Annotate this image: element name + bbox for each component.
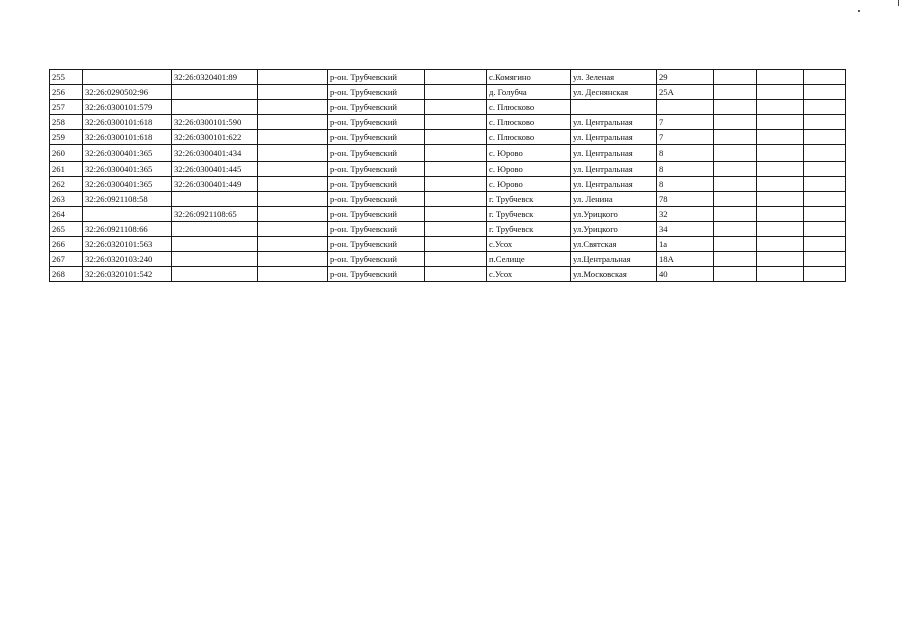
- cell-district: р-он. Трубчевский: [328, 192, 425, 207]
- table-row: [50, 207, 846, 222]
- cell-blank-col-10: [714, 85, 757, 100]
- cell-blank-col-10: [714, 162, 757, 177]
- cell-blank-col-10: [714, 207, 757, 222]
- cell-district: р-он. Трубчевский: [328, 100, 425, 115]
- cell-blank-col-12: [804, 115, 846, 130]
- cell-parent-cadastral-number: 32:26:0300101:622: [172, 130, 258, 145]
- table-row: [50, 70, 846, 85]
- cell-blank-col-10: [714, 70, 757, 85]
- cell-street: ул.Московская: [571, 267, 657, 282]
- cell-blank-col-12: [804, 85, 846, 100]
- cell-house-number: 32: [657, 207, 714, 222]
- cell-parent-cadastral-number: 32:26:0300401:445: [172, 162, 258, 177]
- cell-blank-col-6: [425, 222, 487, 237]
- cell-locality: г. Трубчевск: [487, 192, 571, 207]
- cell-blank-col-4: [258, 70, 328, 85]
- cell-district: р-он. Трубчевский: [328, 207, 425, 222]
- cell-blank-col-6: [425, 70, 487, 85]
- cell-row-number: 262: [50, 177, 83, 192]
- cell-district: р-он. Трубчевский: [328, 85, 425, 100]
- cell-house-number: 29: [657, 70, 714, 85]
- cell-blank-col-6: [425, 130, 487, 145]
- cell-house-number: 8: [657, 177, 714, 192]
- cell-street: ул. Деснянская: [571, 85, 657, 100]
- cell-row-number: 267: [50, 252, 83, 267]
- cell-blank-col-12: [804, 237, 846, 252]
- cell-blank-col-4: [258, 177, 328, 192]
- cell-locality: г. Трубчевск: [487, 207, 571, 222]
- table-row: [50, 100, 846, 115]
- cell-cadastral-number: 32:26:0921108:66: [83, 222, 172, 237]
- cell-blank-col-6: [425, 162, 487, 177]
- cell-locality: с. Юрово: [487, 145, 571, 162]
- cell-house-number: 78: [657, 192, 714, 207]
- cell-blank-col-6: [425, 267, 487, 282]
- cell-blank-col-10: [714, 130, 757, 145]
- cell-district: р-он. Трубчевский: [328, 222, 425, 237]
- register-table-body: [50, 70, 846, 282]
- cell-locality: с. Плюсково: [487, 130, 571, 145]
- cell-district: р-он. Трубчевский: [328, 252, 425, 267]
- cell-cadastral-number: 32:26:0921108:58: [83, 192, 172, 207]
- cell-blank-col-11: [757, 145, 804, 162]
- table-row: [50, 267, 846, 282]
- cell-blank-col-4: [258, 252, 328, 267]
- cell-blank-col-12: [804, 192, 846, 207]
- cell-district: р-он. Трубчевский: [328, 145, 425, 162]
- table-row: [50, 115, 846, 130]
- cell-parent-cadastral-number: [172, 100, 258, 115]
- cell-blank-col-4: [258, 115, 328, 130]
- table-row: [50, 222, 846, 237]
- cell-cadastral-number: [83, 207, 172, 222]
- cell-blank-col-4: [258, 162, 328, 177]
- cell-street: ул. Центральная: [571, 177, 657, 192]
- scan-edge-mark: [898, 0, 899, 6]
- cell-district: р-он. Трубчевский: [328, 70, 425, 85]
- table-row: [50, 130, 846, 145]
- cell-locality: д. Голубча: [487, 85, 571, 100]
- cell-blank-col-11: [757, 252, 804, 267]
- cell-cadastral-number: 32:26:0320103:240: [83, 252, 172, 267]
- cell-blank-col-10: [714, 100, 757, 115]
- cell-blank-col-11: [757, 85, 804, 100]
- cell-blank-col-10: [714, 237, 757, 252]
- cell-locality: с. Плюсково: [487, 100, 571, 115]
- cell-blank-col-6: [425, 100, 487, 115]
- cell-blank-col-6: [425, 115, 487, 130]
- cell-blank-col-6: [425, 207, 487, 222]
- cell-blank-col-4: [258, 192, 328, 207]
- cell-blank-col-11: [757, 115, 804, 130]
- cell-blank-col-10: [714, 145, 757, 162]
- cell-blank-col-6: [425, 145, 487, 162]
- cell-blank-col-11: [757, 100, 804, 115]
- cell-street: ул.Святская: [571, 237, 657, 252]
- cell-blank-col-10: [714, 177, 757, 192]
- cell-blank-col-6: [425, 192, 487, 207]
- cell-row-number: 261: [50, 162, 83, 177]
- cell-parent-cadastral-number: [172, 85, 258, 100]
- cell-cadastral-number: 32:26:0300401:365: [83, 177, 172, 192]
- cell-row-number: 258: [50, 115, 83, 130]
- cell-row-number: 268: [50, 267, 83, 282]
- cell-blank-col-4: [258, 100, 328, 115]
- table-row: [50, 162, 846, 177]
- cell-row-number: 260: [50, 145, 83, 162]
- cell-parent-cadastral-number: 32:26:0320401:89: [172, 70, 258, 85]
- cell-locality: с. Юрово: [487, 177, 571, 192]
- cell-district: р-он. Трубчевский: [328, 267, 425, 282]
- cell-row-number: 264: [50, 207, 83, 222]
- cell-locality: с.Усох: [487, 237, 571, 252]
- cell-parent-cadastral-number: [172, 267, 258, 282]
- cell-locality: с.Комягино: [487, 70, 571, 85]
- cell-blank-col-4: [258, 85, 328, 100]
- cell-house-number: 40: [657, 267, 714, 282]
- cell-blank-col-4: [258, 145, 328, 162]
- cell-street: ул. Центральная: [571, 130, 657, 145]
- cell-house-number: 18А: [657, 252, 714, 267]
- cell-locality: г. Трубчевск: [487, 222, 571, 237]
- cell-blank-col-12: [804, 177, 846, 192]
- cell-cadastral-number: [83, 70, 172, 85]
- cell-parent-cadastral-number: [172, 192, 258, 207]
- cell-blank-col-12: [804, 222, 846, 237]
- cell-blank-col-11: [757, 130, 804, 145]
- cell-district: р-он. Трубчевский: [328, 237, 425, 252]
- cell-blank-col-4: [258, 237, 328, 252]
- cell-row-number: 255: [50, 70, 83, 85]
- cell-row-number: 265: [50, 222, 83, 237]
- cell-house-number: 8: [657, 145, 714, 162]
- cell-cadastral-number: 32:26:0320101:563: [83, 237, 172, 252]
- cell-blank-col-12: [804, 100, 846, 115]
- cell-blank-col-12: [804, 207, 846, 222]
- cell-blank-col-10: [714, 192, 757, 207]
- cell-cadastral-number: 32:26:0300101:618: [83, 130, 172, 145]
- cell-blank-col-6: [425, 237, 487, 252]
- cell-row-number: 256: [50, 85, 83, 100]
- cell-blank-col-12: [804, 70, 846, 85]
- cell-parent-cadastral-number: [172, 237, 258, 252]
- table-row: [50, 237, 846, 252]
- cell-street: ул. Центральная: [571, 145, 657, 162]
- cell-blank-col-11: [757, 207, 804, 222]
- cell-street: ул.Урицкого: [571, 222, 657, 237]
- cell-cadastral-number: 32:26:0300101:579: [83, 100, 172, 115]
- cell-parent-cadastral-number: 32:26:0921108:65: [172, 207, 258, 222]
- cell-street: ул.Урицкого: [571, 207, 657, 222]
- cell-parent-cadastral-number: [172, 252, 258, 267]
- cell-parent-cadastral-number: 32:26:0300401:449: [172, 177, 258, 192]
- cell-street: [571, 100, 657, 115]
- cell-blank-col-11: [757, 162, 804, 177]
- cell-house-number: 7: [657, 115, 714, 130]
- cell-blank-col-4: [258, 207, 328, 222]
- cell-blank-col-11: [757, 237, 804, 252]
- cell-district: р-он. Трубчевский: [328, 162, 425, 177]
- cell-row-number: 266: [50, 237, 83, 252]
- table-row: [50, 192, 846, 207]
- register-table: [49, 69, 846, 282]
- cell-row-number: 257: [50, 100, 83, 115]
- cell-house-number: 8: [657, 162, 714, 177]
- cell-district: р-он. Трубчевский: [328, 130, 425, 145]
- cell-blank-col-12: [804, 267, 846, 282]
- cell-blank-col-4: [258, 222, 328, 237]
- cell-blank-col-11: [757, 177, 804, 192]
- cell-house-number: 34: [657, 222, 714, 237]
- scan-speck: [858, 10, 860, 12]
- cell-locality: с.Усох: [487, 267, 571, 282]
- cell-street: ул. Зеленая: [571, 70, 657, 85]
- cell-blank-col-12: [804, 162, 846, 177]
- cell-blank-col-6: [425, 252, 487, 267]
- table-row: [50, 85, 846, 100]
- cell-cadastral-number: 32:26:0320101:542: [83, 267, 172, 282]
- cell-blank-col-12: [804, 252, 846, 267]
- cell-row-number: 259: [50, 130, 83, 145]
- cell-locality: с. Плюсково: [487, 115, 571, 130]
- cell-cadastral-number: 32:26:0300101:618: [83, 115, 172, 130]
- table-row: [50, 177, 846, 192]
- cell-blank-col-6: [425, 177, 487, 192]
- cell-blank-col-11: [757, 222, 804, 237]
- cell-cadastral-number: 32:26:0290502:96: [83, 85, 172, 100]
- table-row: [50, 252, 846, 267]
- cell-district: р-он. Трубчевский: [328, 115, 425, 130]
- cell-parent-cadastral-number: 32:26:0300401:434: [172, 145, 258, 162]
- cell-parent-cadastral-number: 32:26:0300101:590: [172, 115, 258, 130]
- cell-house-number: 25А: [657, 85, 714, 100]
- cell-district: р-он. Трубчевский: [328, 177, 425, 192]
- cell-cadastral-number: 32:26:0300401:365: [83, 145, 172, 162]
- cell-blank-col-11: [757, 267, 804, 282]
- cell-cadastral-number: 32:26:0300401:365: [83, 162, 172, 177]
- cell-blank-col-10: [714, 252, 757, 267]
- cell-blank-col-11: [757, 192, 804, 207]
- cell-blank-col-4: [258, 267, 328, 282]
- cell-street: ул. Центральная: [571, 162, 657, 177]
- cell-blank-col-12: [804, 145, 846, 162]
- cell-blank-col-11: [757, 70, 804, 85]
- cell-street: ул. Центральная: [571, 115, 657, 130]
- cell-row-number: 263: [50, 192, 83, 207]
- table-row: [50, 145, 846, 162]
- cell-blank-col-6: [425, 85, 487, 100]
- cell-blank-col-10: [714, 115, 757, 130]
- cell-locality: п.Селище: [487, 252, 571, 267]
- cell-house-number: [657, 100, 714, 115]
- cell-house-number: 7: [657, 130, 714, 145]
- cell-house-number: 1а: [657, 237, 714, 252]
- cell-blank-col-10: [714, 267, 757, 282]
- cell-blank-col-4: [258, 130, 328, 145]
- cell-blank-col-10: [714, 222, 757, 237]
- cell-street: ул.Центральная: [571, 252, 657, 267]
- cell-locality: с. Юрово: [487, 162, 571, 177]
- cell-blank-col-12: [804, 130, 846, 145]
- cell-street: ул. Ленина: [571, 192, 657, 207]
- cell-parent-cadastral-number: [172, 222, 258, 237]
